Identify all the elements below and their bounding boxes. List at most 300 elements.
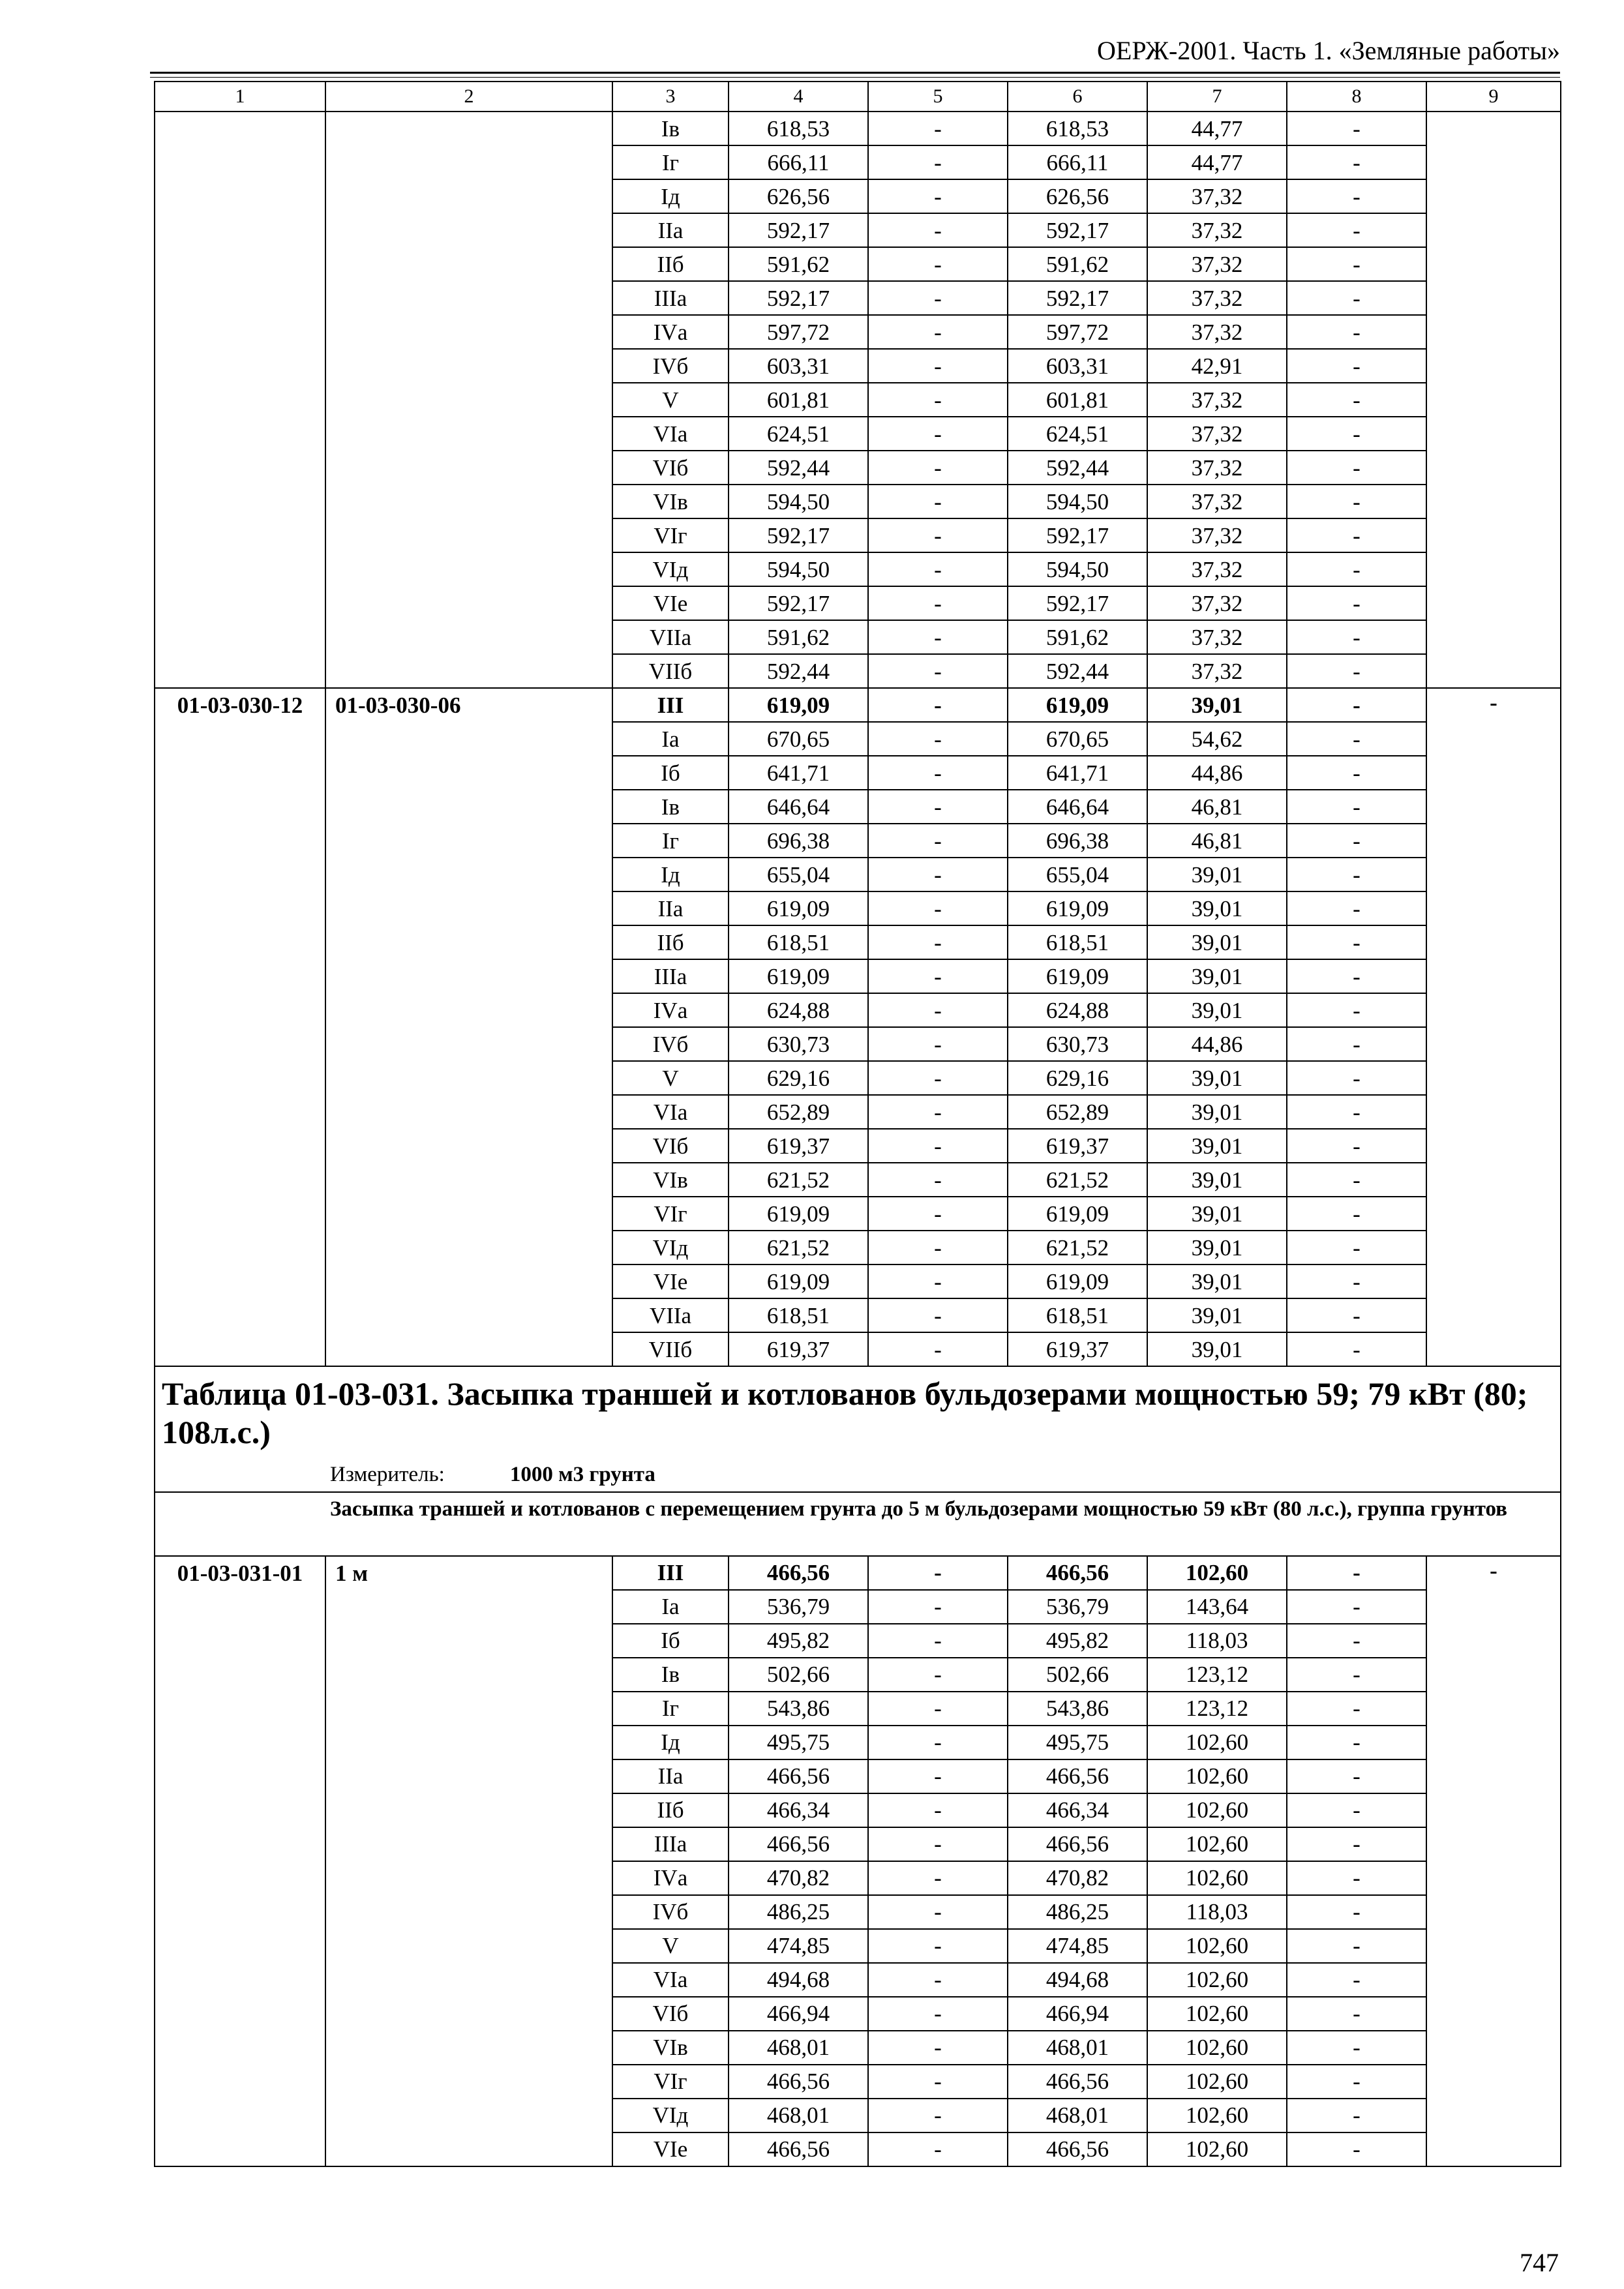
value-cell: Iа (612, 1590, 729, 1624)
value-cell: - (1287, 1759, 1426, 1793)
value-cell: - (1287, 1095, 1426, 1129)
value-cell: 37,32 (1147, 213, 1287, 247)
value-cell: 39,01 (1147, 1231, 1287, 1264)
column-number-row (155, 82, 1561, 112)
value-cell: 39,01 (1147, 993, 1287, 1027)
value-cell: Iд (612, 1726, 729, 1759)
value-cell: - (1287, 756, 1426, 790)
value-cell: IVа (612, 993, 729, 1027)
value-cell: - (1287, 1298, 1426, 1332)
value-cell: III (612, 1556, 729, 1590)
rate-code-cell (155, 112, 325, 688)
value-cell: - (1287, 2031, 1426, 2065)
value-cell: VIб (612, 451, 729, 485)
value-cell: 624,88 (1008, 993, 1147, 1027)
value-cell: VIа (612, 1095, 729, 1129)
value-cell: 37,32 (1147, 383, 1287, 417)
value-cell: 618,53 (1008, 112, 1147, 145)
value-cell: - (868, 858, 1008, 891)
value-cell: 594,50 (729, 485, 868, 518)
col9-cell: - (1426, 1556, 1561, 2166)
value-cell: 39,01 (1147, 1129, 1287, 1163)
value-cell: IVб (612, 1027, 729, 1061)
value-cell: VIе (612, 1264, 729, 1298)
table-row (155, 112, 1561, 145)
value-cell: 652,89 (1008, 1095, 1147, 1129)
value-cell: - (1287, 112, 1426, 145)
value-cell: 466,56 (729, 2065, 868, 2099)
value-cell: - (1287, 179, 1426, 213)
value-cell: - (868, 417, 1008, 451)
value-cell: - (868, 756, 1008, 790)
value-cell: 102,60 (1147, 2065, 1287, 2099)
value-cell: - (868, 1332, 1008, 1366)
value-cell: 630,73 (729, 1027, 868, 1061)
value-cell: 37,32 (1147, 518, 1287, 552)
value-cell: - (1287, 485, 1426, 518)
rate-description-cell: 01-03-030-06 (325, 688, 612, 1366)
value-cell: 646,64 (729, 790, 868, 824)
value-cell: IVб (612, 1895, 729, 1929)
value-cell: 618,51 (1008, 1298, 1147, 1332)
value-cell: - (1287, 620, 1426, 654)
value-cell: - (1287, 1163, 1426, 1197)
value-cell: 46,81 (1147, 824, 1287, 858)
col-number: 3 (612, 82, 729, 112)
value-cell: 44,77 (1147, 112, 1287, 145)
value-cell: - (1287, 1332, 1426, 1366)
value-cell: 621,52 (729, 1231, 868, 1264)
value-cell: IIIа (612, 1827, 729, 1861)
value-cell: 468,01 (729, 2031, 868, 2065)
rate-code-cell: 01-03-031-01 (155, 1556, 325, 2166)
value-cell: 118,03 (1147, 1624, 1287, 1658)
value-cell: - (1287, 1963, 1426, 1997)
measure-value: 1000 м3 грунта (509, 1463, 655, 1486)
value-cell: 466,56 (729, 1759, 868, 1793)
value-cell: - (1287, 925, 1426, 959)
value-cell: 37,32 (1147, 485, 1287, 518)
value-cell: 619,37 (729, 1332, 868, 1366)
value-cell: V (612, 1061, 729, 1095)
value-cell: - (1287, 2099, 1426, 2132)
value-cell: - (868, 145, 1008, 179)
subheading-row (155, 1492, 1561, 1556)
value-cell: 466,34 (729, 1793, 868, 1827)
value-cell: 494,68 (729, 1963, 868, 1997)
value-cell: 39,01 (1147, 1197, 1287, 1231)
value-cell: IVа (612, 1861, 729, 1895)
value-cell: 37,32 (1147, 315, 1287, 349)
value-cell: 42,91 (1147, 349, 1287, 383)
value-cell: - (868, 586, 1008, 620)
value-cell: 466,56 (729, 1827, 868, 1861)
value-cell: 619,09 (1008, 1197, 1147, 1231)
value-cell: Iд (612, 858, 729, 891)
value-cell: - (1287, 1861, 1426, 1895)
value-cell: 592,44 (729, 654, 868, 688)
value-cell: 621,52 (1008, 1163, 1147, 1197)
value-cell: - (1287, 824, 1426, 858)
value-cell: 102,60 (1147, 2031, 1287, 2065)
value-cell: - (1287, 1997, 1426, 2031)
value-cell: 502,66 (729, 1658, 868, 1692)
value-cell: - (868, 722, 1008, 756)
value-cell: 102,60 (1147, 1827, 1287, 1861)
value-cell: - (868, 2132, 1008, 2166)
value-cell: VIIб (612, 1332, 729, 1366)
value-cell: 118,03 (1147, 1895, 1287, 1929)
value-cell: 619,09 (729, 688, 868, 722)
value-cell: 39,01 (1147, 1095, 1287, 1129)
value-cell: 502,66 (1008, 1658, 1147, 1692)
value-cell: - (1287, 1895, 1426, 1929)
value-cell: 123,12 (1147, 1692, 1287, 1726)
value-cell: - (1287, 1264, 1426, 1298)
value-cell: Iг (612, 145, 729, 179)
table-title-cell (155, 1366, 1561, 1492)
value-cell: IIIа (612, 281, 729, 315)
value-cell: 619,37 (1008, 1129, 1147, 1163)
value-cell: VIв (612, 1163, 729, 1197)
value-cell: 102,60 (1147, 1793, 1287, 1827)
value-cell: - (868, 1298, 1008, 1332)
value-cell: 626,56 (1008, 179, 1147, 213)
value-cell: - (868, 1793, 1008, 1827)
value-cell: - (1287, 586, 1426, 620)
value-cell: - (868, 213, 1008, 247)
measure-unit (330, 1462, 1554, 1488)
value-cell: 626,56 (729, 179, 868, 213)
value-cell: 603,31 (1008, 349, 1147, 383)
value-cell: 629,16 (729, 1061, 868, 1095)
value-cell: 102,60 (1147, 1556, 1287, 1590)
value-cell: - (1287, 1793, 1426, 1827)
value-cell: VIа (612, 1963, 729, 1997)
value-cell: 44,77 (1147, 145, 1287, 179)
value-cell: 37,32 (1147, 586, 1287, 620)
value-cell: 39,01 (1147, 688, 1287, 722)
value-cell: 624,51 (1008, 417, 1147, 451)
value-cell: - (1287, 213, 1426, 247)
value-cell: - (1287, 1929, 1426, 1963)
value-cell: - (868, 2031, 1008, 2065)
value-cell: 591,62 (1008, 247, 1147, 281)
value-cell: - (868, 654, 1008, 688)
value-cell: - (1287, 858, 1426, 891)
value-cell: - (1287, 1692, 1426, 1726)
value-cell: - (868, 349, 1008, 383)
value-cell: VIв (612, 2031, 729, 2065)
value-cell: - (1287, 1231, 1426, 1264)
value-cell: 466,94 (1008, 1997, 1147, 2031)
value-cell: 619,09 (1008, 891, 1147, 925)
value-cell: IIб (612, 925, 729, 959)
value-cell: 629,16 (1008, 1061, 1147, 1095)
value-cell: 39,01 (1147, 1163, 1287, 1197)
value-cell: 143,64 (1147, 1590, 1287, 1624)
value-cell: - (868, 552, 1008, 586)
value-cell: 592,17 (1008, 518, 1147, 552)
value-cell: Iб (612, 1624, 729, 1658)
value-cell: 591,62 (729, 620, 868, 654)
value-cell: 543,86 (1008, 1692, 1147, 1726)
value-cell: 592,17 (1008, 281, 1147, 315)
value-cell: 37,32 (1147, 620, 1287, 654)
value-cell: 655,04 (1008, 858, 1147, 891)
value-cell: 470,82 (1008, 1861, 1147, 1895)
value-cell: 466,34 (1008, 1793, 1147, 1827)
value-cell: - (1287, 1726, 1426, 1759)
value-cell: 601,81 (729, 383, 868, 417)
value-cell: 39,01 (1147, 925, 1287, 959)
value-cell: 597,72 (729, 315, 868, 349)
value-cell: - (868, 1658, 1008, 1692)
value-cell: V (612, 1929, 729, 1963)
value-cell: 619,09 (1008, 1264, 1147, 1298)
value-cell: - (1287, 722, 1426, 756)
value-cell: Iа (612, 722, 729, 756)
value-cell: 624,51 (729, 417, 868, 451)
value-cell: - (1287, 688, 1426, 722)
value-cell: - (1287, 1658, 1426, 1692)
header-rule-thin (150, 77, 1560, 78)
measure-label: Измеритель: (330, 1463, 445, 1486)
value-cell: 37,32 (1147, 179, 1287, 213)
value-cell: 619,09 (729, 891, 868, 925)
value-cell: VIв (612, 485, 729, 518)
value-cell: 592,17 (729, 518, 868, 552)
col-number: 9 (1426, 82, 1561, 112)
value-cell: 592,17 (729, 213, 868, 247)
value-cell: 495,75 (1008, 1726, 1147, 1759)
value-cell: 619,37 (1008, 1332, 1147, 1366)
value-cell: - (1287, 1590, 1426, 1624)
value-cell: 39,01 (1147, 959, 1287, 993)
value-cell: 594,50 (1008, 485, 1147, 518)
value-cell: 474,85 (729, 1929, 868, 1963)
value-cell: IIб (612, 247, 729, 281)
value-cell: 619,09 (729, 1197, 868, 1231)
value-cell: Iв (612, 1658, 729, 1692)
value-cell: 591,62 (1008, 620, 1147, 654)
value-cell: - (868, 247, 1008, 281)
value-cell: - (868, 1264, 1008, 1298)
value-cell: 670,65 (729, 722, 868, 756)
rate-description-cell: 1 м (325, 1556, 612, 2166)
value-cell: - (1287, 1027, 1426, 1061)
value-cell: - (1287, 451, 1426, 485)
value-cell: VIа (612, 417, 729, 451)
value-cell: 652,89 (729, 1095, 868, 1129)
value-cell: - (1287, 654, 1426, 688)
value-cell: 592,44 (729, 451, 868, 485)
value-cell: 592,17 (729, 281, 868, 315)
header-rule (150, 72, 1560, 74)
table-row (155, 688, 1561, 722)
value-cell: - (868, 1061, 1008, 1095)
value-cell: - (868, 1556, 1008, 1590)
value-cell: 594,50 (729, 552, 868, 586)
value-cell: 102,60 (1147, 1963, 1287, 1997)
value-cell: - (868, 451, 1008, 485)
value-cell: 102,60 (1147, 1861, 1287, 1895)
value-cell: - (868, 1759, 1008, 1793)
value-cell: 646,64 (1008, 790, 1147, 824)
value-cell: - (868, 959, 1008, 993)
value-cell: - (868, 1197, 1008, 1231)
value-cell: - (868, 620, 1008, 654)
rate-code-cell: 01-03-030-12 (155, 688, 325, 1366)
value-cell: - (1287, 959, 1426, 993)
value-cell: 536,79 (729, 1590, 868, 1624)
value-cell: - (868, 790, 1008, 824)
value-cell: 696,38 (729, 824, 868, 858)
value-cell: - (868, 1624, 1008, 1658)
value-cell: 39,01 (1147, 891, 1287, 925)
value-cell: IIIа (612, 959, 729, 993)
rate-description-cell (325, 112, 612, 688)
value-cell: IVа (612, 315, 729, 349)
col-number: 2 (325, 82, 612, 112)
value-cell: 102,60 (1147, 1726, 1287, 1759)
value-cell: VIе (612, 586, 729, 620)
value-cell: IVб (612, 349, 729, 383)
value-cell: - (1287, 552, 1426, 586)
value-cell: VIд (612, 1231, 729, 1264)
value-cell: - (868, 1997, 1008, 2031)
value-cell: Iг (612, 824, 729, 858)
value-cell: 44,86 (1147, 756, 1287, 790)
col9-cell: - (1426, 688, 1561, 1366)
value-cell: 641,71 (729, 756, 868, 790)
value-cell: 618,53 (729, 112, 868, 145)
value-cell: - (868, 824, 1008, 858)
value-cell: VIе (612, 2132, 729, 2166)
value-cell: IIа (612, 213, 729, 247)
value-cell: 592,44 (1008, 451, 1147, 485)
value-cell: 666,11 (1008, 145, 1147, 179)
value-cell: 619,09 (729, 1264, 868, 1298)
value-cell: 39,01 (1147, 1061, 1287, 1095)
col-number: 1 (155, 82, 325, 112)
value-cell: 474,85 (1008, 1929, 1147, 1963)
value-cell: 102,60 (1147, 1929, 1287, 1963)
value-cell: 102,60 (1147, 2099, 1287, 2132)
value-cell: IIа (612, 1759, 729, 1793)
value-cell: 466,94 (729, 1997, 868, 2031)
value-cell: - (868, 2065, 1008, 2099)
value-cell: Iв (612, 112, 729, 145)
value-cell: VIIб (612, 654, 729, 688)
value-cell: 102,60 (1147, 1759, 1287, 1793)
value-cell: 37,32 (1147, 552, 1287, 586)
value-cell: 495,82 (729, 1624, 868, 1658)
value-cell: - (1287, 1061, 1426, 1095)
value-cell: VIд (612, 552, 729, 586)
value-cell: 495,82 (1008, 1624, 1147, 1658)
value-cell: 466,56 (1008, 1827, 1147, 1861)
value-cell: 102,60 (1147, 1997, 1287, 2031)
value-cell: 543,86 (729, 1692, 868, 1726)
value-cell: Iб (612, 756, 729, 790)
value-cell: - (1287, 1129, 1426, 1163)
value-cell: 470,82 (729, 1861, 868, 1895)
value-cell: 468,01 (1008, 2031, 1147, 2065)
value-cell: - (868, 1231, 1008, 1264)
value-cell: - (868, 1129, 1008, 1163)
value-cell: 618,51 (729, 925, 868, 959)
value-cell: - (868, 485, 1008, 518)
value-cell: - (868, 281, 1008, 315)
value-cell: - (868, 1963, 1008, 1997)
value-cell: 494,68 (1008, 1963, 1147, 1997)
value-cell: - (868, 315, 1008, 349)
value-cell: VIб (612, 1997, 729, 2031)
value-cell: - (868, 1895, 1008, 1929)
value-cell: 603,31 (729, 349, 868, 383)
value-cell: 619,09 (1008, 959, 1147, 993)
value-cell: - (868, 179, 1008, 213)
table-title: Таблица 01-03-031. Засыпка траншей и котлованов бульдозерами мощностью 59; 79 кВт (80; 108л.с.) (162, 1375, 1528, 1450)
value-cell: IIб (612, 1793, 729, 1827)
col-number: 4 (729, 82, 868, 112)
value-cell: VIг (612, 518, 729, 552)
value-cell: - (868, 925, 1008, 959)
value-cell: - (868, 383, 1008, 417)
value-cell: 619,09 (1008, 688, 1147, 722)
value-cell: Iд (612, 179, 729, 213)
value-cell: 123,12 (1147, 1658, 1287, 1692)
value-cell: 641,71 (1008, 756, 1147, 790)
value-cell: 39,01 (1147, 1332, 1287, 1366)
value-cell: 39,01 (1147, 1298, 1287, 1332)
value-cell: 466,56 (1008, 1759, 1147, 1793)
value-cell: - (1287, 518, 1426, 552)
value-cell: 594,50 (1008, 552, 1147, 586)
table-row (155, 1556, 1561, 1590)
value-cell: - (868, 112, 1008, 145)
value-cell: VIг (612, 1197, 729, 1231)
value-cell: - (868, 1726, 1008, 1759)
page-header-title: ОЕРЖ-2001. Часть 1. «Земляные работы» (1097, 36, 1560, 65)
value-cell: 592,17 (1008, 586, 1147, 620)
value-cell: 37,32 (1147, 654, 1287, 688)
value-cell: 655,04 (729, 858, 868, 891)
value-cell: - (1287, 1624, 1426, 1658)
value-cell: - (1287, 145, 1426, 179)
value-cell: 592,44 (1008, 654, 1147, 688)
value-cell: 597,72 (1008, 315, 1147, 349)
value-cell: 619,09 (729, 959, 868, 993)
value-cell: - (868, 1027, 1008, 1061)
value-cell: 666,11 (729, 145, 868, 179)
estimate-table-body (155, 82, 1561, 2166)
subheading: Засыпка траншей и котлованов с перемещением грунта до 5 м бульдозерами мощностью 59 кВт (80 л.с.), группа грунтов (155, 1492, 1561, 1556)
value-cell: 466,56 (1008, 2132, 1147, 2166)
value-cell: - (868, 1163, 1008, 1197)
value-cell: 466,56 (729, 2132, 868, 2166)
value-cell: 591,62 (729, 247, 868, 281)
value-cell: - (868, 891, 1008, 925)
estimate-table (154, 81, 1561, 2167)
value-cell: III (612, 688, 729, 722)
value-cell: 39,01 (1147, 858, 1287, 891)
col-number: 5 (868, 82, 1008, 112)
value-cell: - (868, 1692, 1008, 1726)
value-cell: - (1287, 1556, 1426, 1590)
value-cell: 618,51 (729, 1298, 868, 1332)
